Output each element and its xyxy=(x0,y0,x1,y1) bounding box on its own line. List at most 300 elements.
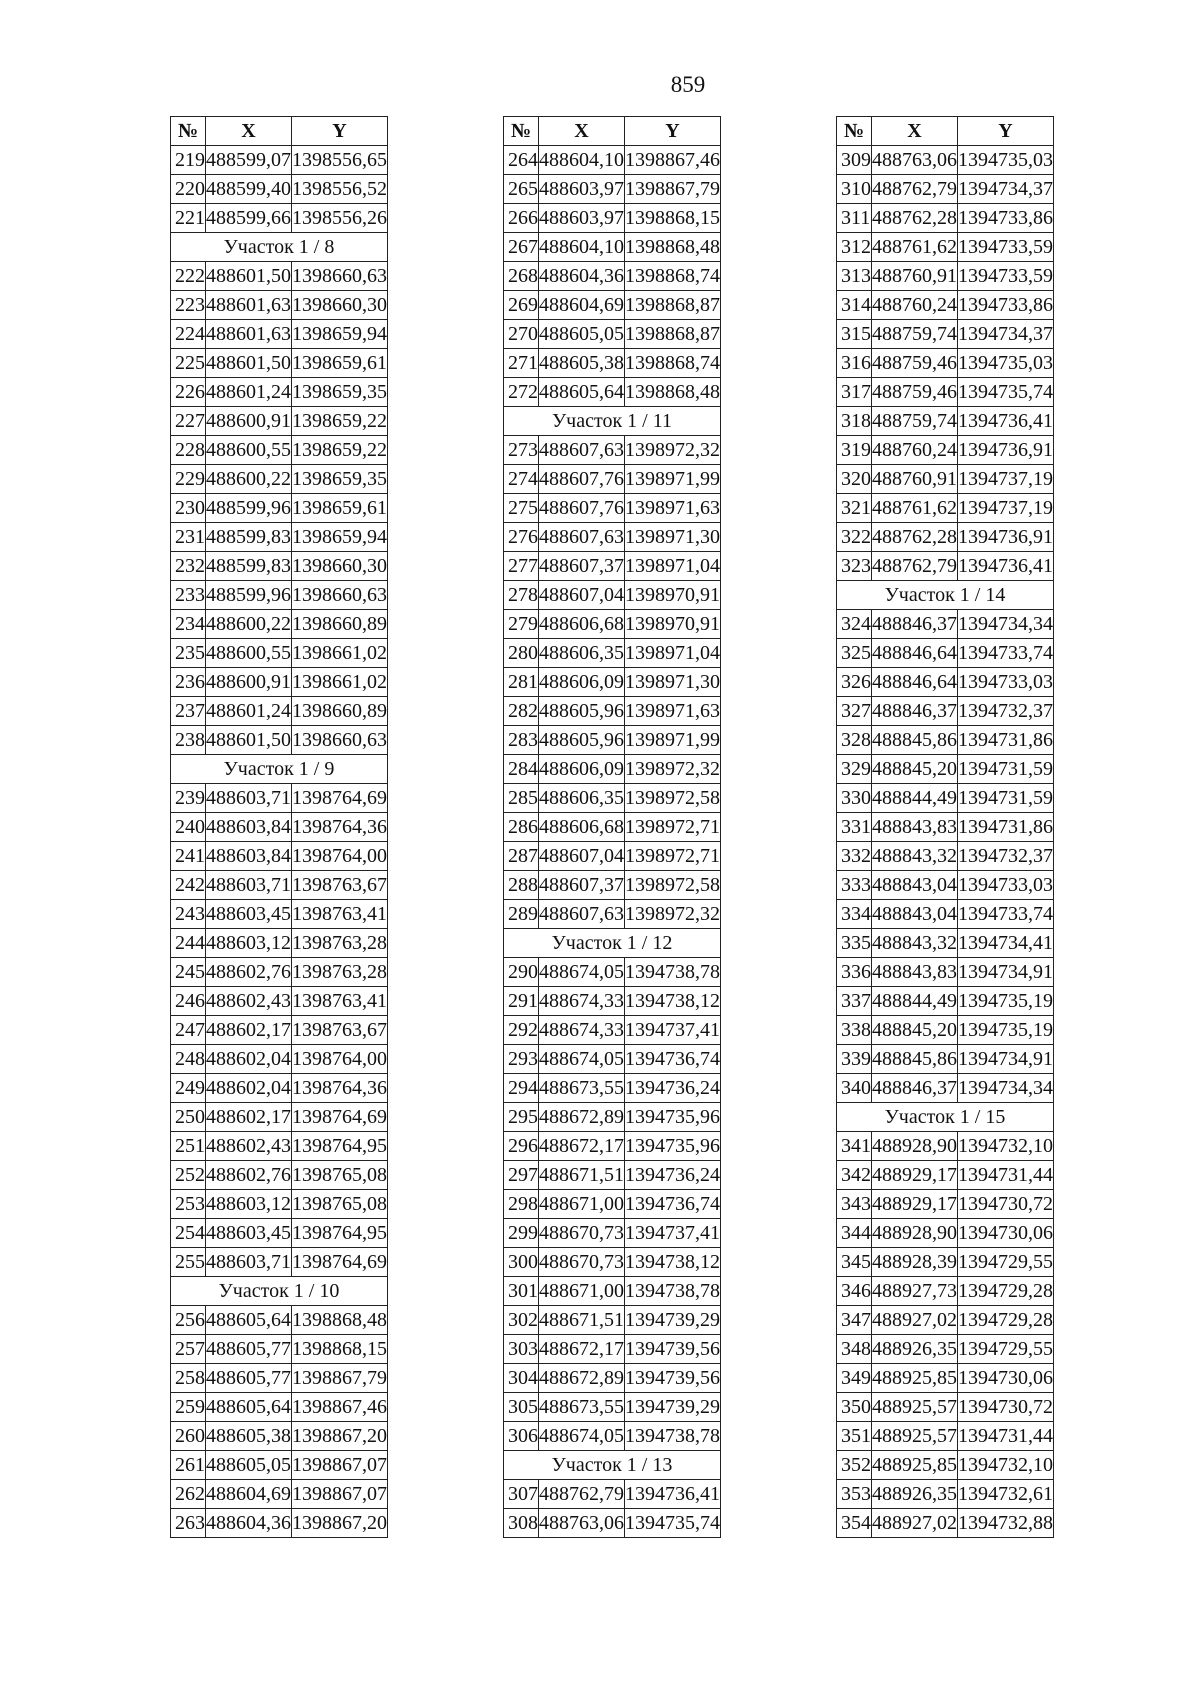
point-number: 223 xyxy=(171,291,206,320)
y-coordinate: 1394735,03 xyxy=(958,146,1054,175)
x-coordinate: 488763,06 xyxy=(539,1509,625,1538)
table-row xyxy=(504,1509,721,1538)
y-coordinate: 1398868,74 xyxy=(625,262,721,291)
table-row xyxy=(837,813,1054,842)
point-number: 260 xyxy=(171,1422,206,1451)
y-coordinate: 1394729,55 xyxy=(958,1248,1054,1277)
y-coordinate: 1398765,08 xyxy=(292,1161,388,1190)
point-number: 330 xyxy=(837,784,872,813)
x-coordinate: 488607,76 xyxy=(539,465,625,494)
table-row xyxy=(837,1451,1054,1480)
header-number: № xyxy=(171,117,206,146)
point-number: 346 xyxy=(837,1277,872,1306)
x-coordinate: 488845,86 xyxy=(872,1045,958,1074)
x-coordinate: 488604,69 xyxy=(539,291,625,320)
y-coordinate: 1394734,37 xyxy=(958,175,1054,204)
table-row xyxy=(171,668,388,697)
table-row xyxy=(171,175,388,204)
y-coordinate: 1398659,35 xyxy=(292,465,388,494)
y-coordinate: 1394735,19 xyxy=(958,1016,1054,1045)
y-coordinate: 1394731,86 xyxy=(958,813,1054,842)
table-row xyxy=(504,262,721,291)
table-row xyxy=(504,1016,721,1045)
table-row xyxy=(171,1161,388,1190)
y-coordinate: 1398660,63 xyxy=(292,262,388,291)
y-coordinate: 1398868,48 xyxy=(625,233,721,262)
point-number: 285 xyxy=(504,784,539,813)
y-coordinate: 1398659,61 xyxy=(292,349,388,378)
y-coordinate: 1398972,32 xyxy=(625,755,721,784)
x-coordinate: 488602,17 xyxy=(206,1016,292,1045)
point-number: 289 xyxy=(504,900,539,929)
section-title: Участок 1 / 12 xyxy=(504,929,721,958)
x-coordinate: 488606,68 xyxy=(539,813,625,842)
point-number: 286 xyxy=(504,813,539,842)
table-row xyxy=(504,378,721,407)
y-coordinate: 1398763,67 xyxy=(292,1016,388,1045)
y-coordinate: 1394732,10 xyxy=(958,1451,1054,1480)
x-coordinate: 488926,35 xyxy=(872,1335,958,1364)
x-coordinate: 488607,63 xyxy=(539,523,625,552)
table-row xyxy=(837,175,1054,204)
x-coordinate: 488607,76 xyxy=(539,494,625,523)
x-coordinate: 488605,96 xyxy=(539,697,625,726)
point-number: 323 xyxy=(837,552,872,581)
y-coordinate: 1394735,74 xyxy=(958,378,1054,407)
x-coordinate: 488846,37 xyxy=(872,697,958,726)
y-coordinate: 1398660,89 xyxy=(292,697,388,726)
point-number: 345 xyxy=(837,1248,872,1277)
x-coordinate: 488603,97 xyxy=(539,175,625,204)
point-number: 318 xyxy=(837,407,872,436)
section-title: Участок 1 / 11 xyxy=(504,407,721,436)
y-coordinate: 1398971,63 xyxy=(625,494,721,523)
x-coordinate: 488603,12 xyxy=(206,1190,292,1219)
x-coordinate: 488606,68 xyxy=(539,610,625,639)
point-number: 270 xyxy=(504,320,539,349)
y-coordinate: 1394736,91 xyxy=(958,523,1054,552)
x-coordinate: 488759,46 xyxy=(872,378,958,407)
table-row xyxy=(504,349,721,378)
x-coordinate: 488927,73 xyxy=(872,1277,958,1306)
y-coordinate: 1398660,30 xyxy=(292,291,388,320)
x-coordinate: 488844,49 xyxy=(872,987,958,1016)
y-coordinate: 1394734,91 xyxy=(958,1045,1054,1074)
coordinates-table-2 xyxy=(503,116,721,1538)
x-coordinate: 488599,83 xyxy=(206,523,292,552)
x-coordinate: 488605,64 xyxy=(539,378,625,407)
x-coordinate: 488671,51 xyxy=(539,1161,625,1190)
point-number: 332 xyxy=(837,842,872,871)
point-number: 287 xyxy=(504,842,539,871)
y-coordinate: 1398867,79 xyxy=(292,1364,388,1393)
table-row xyxy=(504,958,721,987)
table-row xyxy=(171,146,388,175)
table-row xyxy=(171,1509,388,1538)
point-number: 294 xyxy=(504,1074,539,1103)
table-row xyxy=(837,1509,1054,1538)
y-coordinate: 1394731,44 xyxy=(958,1422,1054,1451)
y-coordinate: 1398972,71 xyxy=(625,842,721,871)
y-coordinate: 1394736,41 xyxy=(625,1480,721,1509)
y-coordinate: 1398763,28 xyxy=(292,929,388,958)
x-coordinate: 488762,79 xyxy=(872,552,958,581)
header-x: X xyxy=(539,117,625,146)
table-row xyxy=(171,1016,388,1045)
y-coordinate: 1394734,91 xyxy=(958,958,1054,987)
y-coordinate: 1398972,71 xyxy=(625,813,721,842)
section-title: Участок 1 / 9 xyxy=(171,755,388,784)
x-coordinate: 488845,20 xyxy=(872,1016,958,1045)
table-row xyxy=(504,1161,721,1190)
section-row xyxy=(837,581,1054,610)
table-row xyxy=(837,1190,1054,1219)
x-coordinate: 488601,24 xyxy=(206,378,292,407)
point-number: 226 xyxy=(171,378,206,407)
point-number: 225 xyxy=(171,349,206,378)
table-row xyxy=(837,523,1054,552)
y-coordinate: 1398867,46 xyxy=(625,146,721,175)
point-number: 306 xyxy=(504,1422,539,1451)
section-title: Участок 1 / 8 xyxy=(171,233,388,262)
y-coordinate: 1394736,41 xyxy=(958,407,1054,436)
x-coordinate: 488843,83 xyxy=(872,813,958,842)
y-coordinate: 1394732,61 xyxy=(958,1480,1054,1509)
table-row xyxy=(171,639,388,668)
y-coordinate: 1394739,29 xyxy=(625,1393,721,1422)
point-number: 293 xyxy=(504,1045,539,1074)
section-row xyxy=(504,929,721,958)
table-row xyxy=(837,958,1054,987)
table-row xyxy=(837,494,1054,523)
x-coordinate: 488604,10 xyxy=(539,146,625,175)
x-coordinate: 488601,50 xyxy=(206,726,292,755)
x-coordinate: 488846,37 xyxy=(872,1074,958,1103)
y-coordinate: 1394731,86 xyxy=(958,726,1054,755)
x-coordinate: 488845,86 xyxy=(872,726,958,755)
y-coordinate: 1398972,32 xyxy=(625,900,721,929)
table-row xyxy=(837,233,1054,262)
point-number: 298 xyxy=(504,1190,539,1219)
point-number: 240 xyxy=(171,813,206,842)
x-coordinate: 488762,79 xyxy=(539,1480,625,1509)
x-coordinate: 488843,32 xyxy=(872,929,958,958)
point-number: 276 xyxy=(504,523,539,552)
point-number: 252 xyxy=(171,1161,206,1190)
y-coordinate: 1398867,20 xyxy=(292,1422,388,1451)
y-coordinate: 1394730,06 xyxy=(958,1219,1054,1248)
x-coordinate: 488599,66 xyxy=(206,204,292,233)
y-coordinate: 1394733,03 xyxy=(958,668,1054,697)
y-coordinate: 1398868,87 xyxy=(625,320,721,349)
x-coordinate: 488601,50 xyxy=(206,349,292,378)
table-row xyxy=(171,697,388,726)
y-coordinate: 1394730,72 xyxy=(958,1393,1054,1422)
table-row xyxy=(171,1103,388,1132)
x-coordinate: 488671,00 xyxy=(539,1190,625,1219)
y-coordinate: 1394729,28 xyxy=(958,1306,1054,1335)
table-row xyxy=(171,204,388,233)
x-coordinate: 488600,91 xyxy=(206,668,292,697)
table-row xyxy=(837,291,1054,320)
table-row xyxy=(504,1480,721,1509)
y-coordinate: 1394736,24 xyxy=(625,1161,721,1190)
table-row xyxy=(837,987,1054,1016)
x-coordinate: 488670,73 xyxy=(539,1219,625,1248)
y-coordinate: 1398971,63 xyxy=(625,697,721,726)
point-number: 324 xyxy=(837,610,872,639)
y-coordinate: 1398972,32 xyxy=(625,436,721,465)
y-coordinate: 1398659,61 xyxy=(292,494,388,523)
table-row xyxy=(171,262,388,291)
point-number: 245 xyxy=(171,958,206,987)
point-number: 257 xyxy=(171,1335,206,1364)
section-row xyxy=(504,407,721,436)
table-row xyxy=(171,378,388,407)
y-coordinate: 1398659,35 xyxy=(292,378,388,407)
y-coordinate: 1398764,69 xyxy=(292,784,388,813)
point-number: 248 xyxy=(171,1045,206,1074)
point-number: 340 xyxy=(837,1074,872,1103)
x-coordinate: 488601,50 xyxy=(206,262,292,291)
table-row xyxy=(171,1306,388,1335)
header-number: № xyxy=(504,117,539,146)
table-row xyxy=(837,900,1054,929)
table-row xyxy=(504,552,721,581)
point-number: 344 xyxy=(837,1219,872,1248)
table-row xyxy=(171,1219,388,1248)
y-coordinate: 1398661,02 xyxy=(292,639,388,668)
y-coordinate: 1398868,15 xyxy=(625,204,721,233)
table-row xyxy=(504,1045,721,1074)
x-coordinate: 488605,38 xyxy=(539,349,625,378)
point-number: 224 xyxy=(171,320,206,349)
table-row xyxy=(504,987,721,1016)
point-number: 232 xyxy=(171,552,206,581)
y-coordinate: 1398660,63 xyxy=(292,581,388,610)
point-number: 333 xyxy=(837,871,872,900)
table-row xyxy=(837,639,1054,668)
point-number: 219 xyxy=(171,146,206,175)
table-row xyxy=(837,1393,1054,1422)
x-coordinate: 488605,77 xyxy=(206,1364,292,1393)
section-row xyxy=(171,233,388,262)
table-header-row xyxy=(171,117,388,146)
point-number: 281 xyxy=(504,668,539,697)
point-number: 299 xyxy=(504,1219,539,1248)
table-row xyxy=(171,349,388,378)
y-coordinate: 1394733,59 xyxy=(958,262,1054,291)
x-coordinate: 488925,85 xyxy=(872,1451,958,1480)
table-row xyxy=(171,1393,388,1422)
y-coordinate: 1394732,88 xyxy=(958,1509,1054,1538)
y-coordinate: 1398971,99 xyxy=(625,465,721,494)
table-row xyxy=(504,668,721,697)
point-number: 331 xyxy=(837,813,872,842)
y-coordinate: 1394734,34 xyxy=(958,610,1054,639)
table-row xyxy=(504,494,721,523)
y-coordinate: 1394736,41 xyxy=(958,552,1054,581)
table-row xyxy=(171,813,388,842)
x-coordinate: 488603,84 xyxy=(206,813,292,842)
table-row xyxy=(171,1248,388,1277)
x-coordinate: 488846,37 xyxy=(872,610,958,639)
y-coordinate: 1398763,67 xyxy=(292,871,388,900)
y-coordinate: 1398660,30 xyxy=(292,552,388,581)
y-coordinate: 1398971,99 xyxy=(625,726,721,755)
point-number: 307 xyxy=(504,1480,539,1509)
x-coordinate: 488760,91 xyxy=(872,465,958,494)
y-coordinate: 1394736,74 xyxy=(625,1190,721,1219)
y-coordinate: 1398660,89 xyxy=(292,610,388,639)
point-number: 258 xyxy=(171,1364,206,1393)
point-number: 349 xyxy=(837,1364,872,1393)
point-number: 220 xyxy=(171,175,206,204)
y-coordinate: 1398763,41 xyxy=(292,987,388,1016)
table-row xyxy=(171,407,388,436)
y-coordinate: 1398867,07 xyxy=(292,1451,388,1480)
x-coordinate: 488671,51 xyxy=(539,1306,625,1335)
table-row xyxy=(504,1364,721,1393)
table-row xyxy=(837,262,1054,291)
x-coordinate: 488605,05 xyxy=(539,320,625,349)
x-coordinate: 488672,89 xyxy=(539,1364,625,1393)
table-row xyxy=(504,726,721,755)
x-coordinate: 488606,35 xyxy=(539,639,625,668)
y-coordinate: 1398764,69 xyxy=(292,1103,388,1132)
point-number: 269 xyxy=(504,291,539,320)
y-coordinate: 1398971,30 xyxy=(625,668,721,697)
table-row xyxy=(171,1451,388,1480)
point-number: 329 xyxy=(837,755,872,784)
x-coordinate: 488674,05 xyxy=(539,1422,625,1451)
y-coordinate: 1394730,72 xyxy=(958,1190,1054,1219)
x-coordinate: 488603,12 xyxy=(206,929,292,958)
x-coordinate: 488607,04 xyxy=(539,842,625,871)
x-coordinate: 488600,91 xyxy=(206,407,292,436)
point-number: 295 xyxy=(504,1103,539,1132)
table-row xyxy=(837,320,1054,349)
point-number: 264 xyxy=(504,146,539,175)
point-number: 320 xyxy=(837,465,872,494)
y-coordinate: 1394735,96 xyxy=(625,1103,721,1132)
y-coordinate: 1398867,79 xyxy=(625,175,721,204)
table-row xyxy=(837,1277,1054,1306)
point-number: 242 xyxy=(171,871,206,900)
x-coordinate: 488602,43 xyxy=(206,987,292,1016)
x-coordinate: 488599,96 xyxy=(206,581,292,610)
point-number: 267 xyxy=(504,233,539,262)
point-number: 278 xyxy=(504,581,539,610)
point-number: 246 xyxy=(171,987,206,1016)
table-row xyxy=(171,987,388,1016)
table-row xyxy=(504,784,721,813)
point-number: 310 xyxy=(837,175,872,204)
table-row xyxy=(171,842,388,871)
point-number: 227 xyxy=(171,407,206,436)
header-number: № xyxy=(837,117,872,146)
point-number: 235 xyxy=(171,639,206,668)
table-row xyxy=(504,1103,721,1132)
y-coordinate: 1394734,41 xyxy=(958,929,1054,958)
table-row xyxy=(504,755,721,784)
x-coordinate: 488674,33 xyxy=(539,987,625,1016)
table-row xyxy=(171,291,388,320)
x-coordinate: 488844,49 xyxy=(872,784,958,813)
table-row xyxy=(837,407,1054,436)
x-coordinate: 488603,71 xyxy=(206,871,292,900)
table-row xyxy=(837,1364,1054,1393)
point-number: 339 xyxy=(837,1045,872,1074)
point-number: 291 xyxy=(504,987,539,1016)
y-coordinate: 1394732,37 xyxy=(958,697,1054,726)
x-coordinate: 488605,38 xyxy=(206,1422,292,1451)
point-number: 350 xyxy=(837,1393,872,1422)
y-coordinate: 1394735,74 xyxy=(625,1509,721,1538)
y-coordinate: 1398868,48 xyxy=(625,378,721,407)
point-number: 234 xyxy=(171,610,206,639)
y-coordinate: 1394733,86 xyxy=(958,204,1054,233)
point-number: 314 xyxy=(837,291,872,320)
header-x: X xyxy=(872,117,958,146)
x-coordinate: 488605,64 xyxy=(206,1393,292,1422)
point-number: 241 xyxy=(171,842,206,871)
point-number: 274 xyxy=(504,465,539,494)
table-row xyxy=(171,900,388,929)
table-row xyxy=(171,726,388,755)
y-coordinate: 1398868,74 xyxy=(625,349,721,378)
y-coordinate: 1398659,22 xyxy=(292,407,388,436)
table-row xyxy=(504,146,721,175)
point-number: 261 xyxy=(171,1451,206,1480)
x-coordinate: 488761,62 xyxy=(872,233,958,262)
y-coordinate: 1394738,78 xyxy=(625,1422,721,1451)
point-number: 238 xyxy=(171,726,206,755)
x-coordinate: 488603,45 xyxy=(206,1219,292,1248)
page-number: 859 xyxy=(670,72,706,97)
point-number: 253 xyxy=(171,1190,206,1219)
point-number: 325 xyxy=(837,639,872,668)
x-coordinate: 488603,45 xyxy=(206,900,292,929)
table-row xyxy=(837,726,1054,755)
x-coordinate: 488927,02 xyxy=(872,1509,958,1538)
point-number: 353 xyxy=(837,1480,872,1509)
y-coordinate: 1398660,63 xyxy=(292,726,388,755)
y-coordinate: 1394738,12 xyxy=(625,987,721,1016)
table-row xyxy=(504,871,721,900)
point-number: 244 xyxy=(171,929,206,958)
y-coordinate: 1394729,55 xyxy=(958,1335,1054,1364)
table-row xyxy=(171,465,388,494)
y-coordinate: 1398867,20 xyxy=(292,1509,388,1538)
section-row xyxy=(837,1103,1054,1132)
table-row xyxy=(837,1306,1054,1335)
point-number: 239 xyxy=(171,784,206,813)
point-number: 256 xyxy=(171,1306,206,1335)
y-coordinate: 1394730,06 xyxy=(958,1364,1054,1393)
table-row xyxy=(837,697,1054,726)
x-coordinate: 488760,91 xyxy=(872,262,958,291)
table-row xyxy=(171,929,388,958)
x-coordinate: 488762,28 xyxy=(872,204,958,233)
point-number: 326 xyxy=(837,668,872,697)
x-coordinate: 488602,43 xyxy=(206,1132,292,1161)
y-coordinate: 1394735,03 xyxy=(958,349,1054,378)
table-row xyxy=(837,1132,1054,1161)
point-number: 255 xyxy=(171,1248,206,1277)
point-number: 341 xyxy=(837,1132,872,1161)
section-title: Участок 1 / 10 xyxy=(171,1277,388,1306)
